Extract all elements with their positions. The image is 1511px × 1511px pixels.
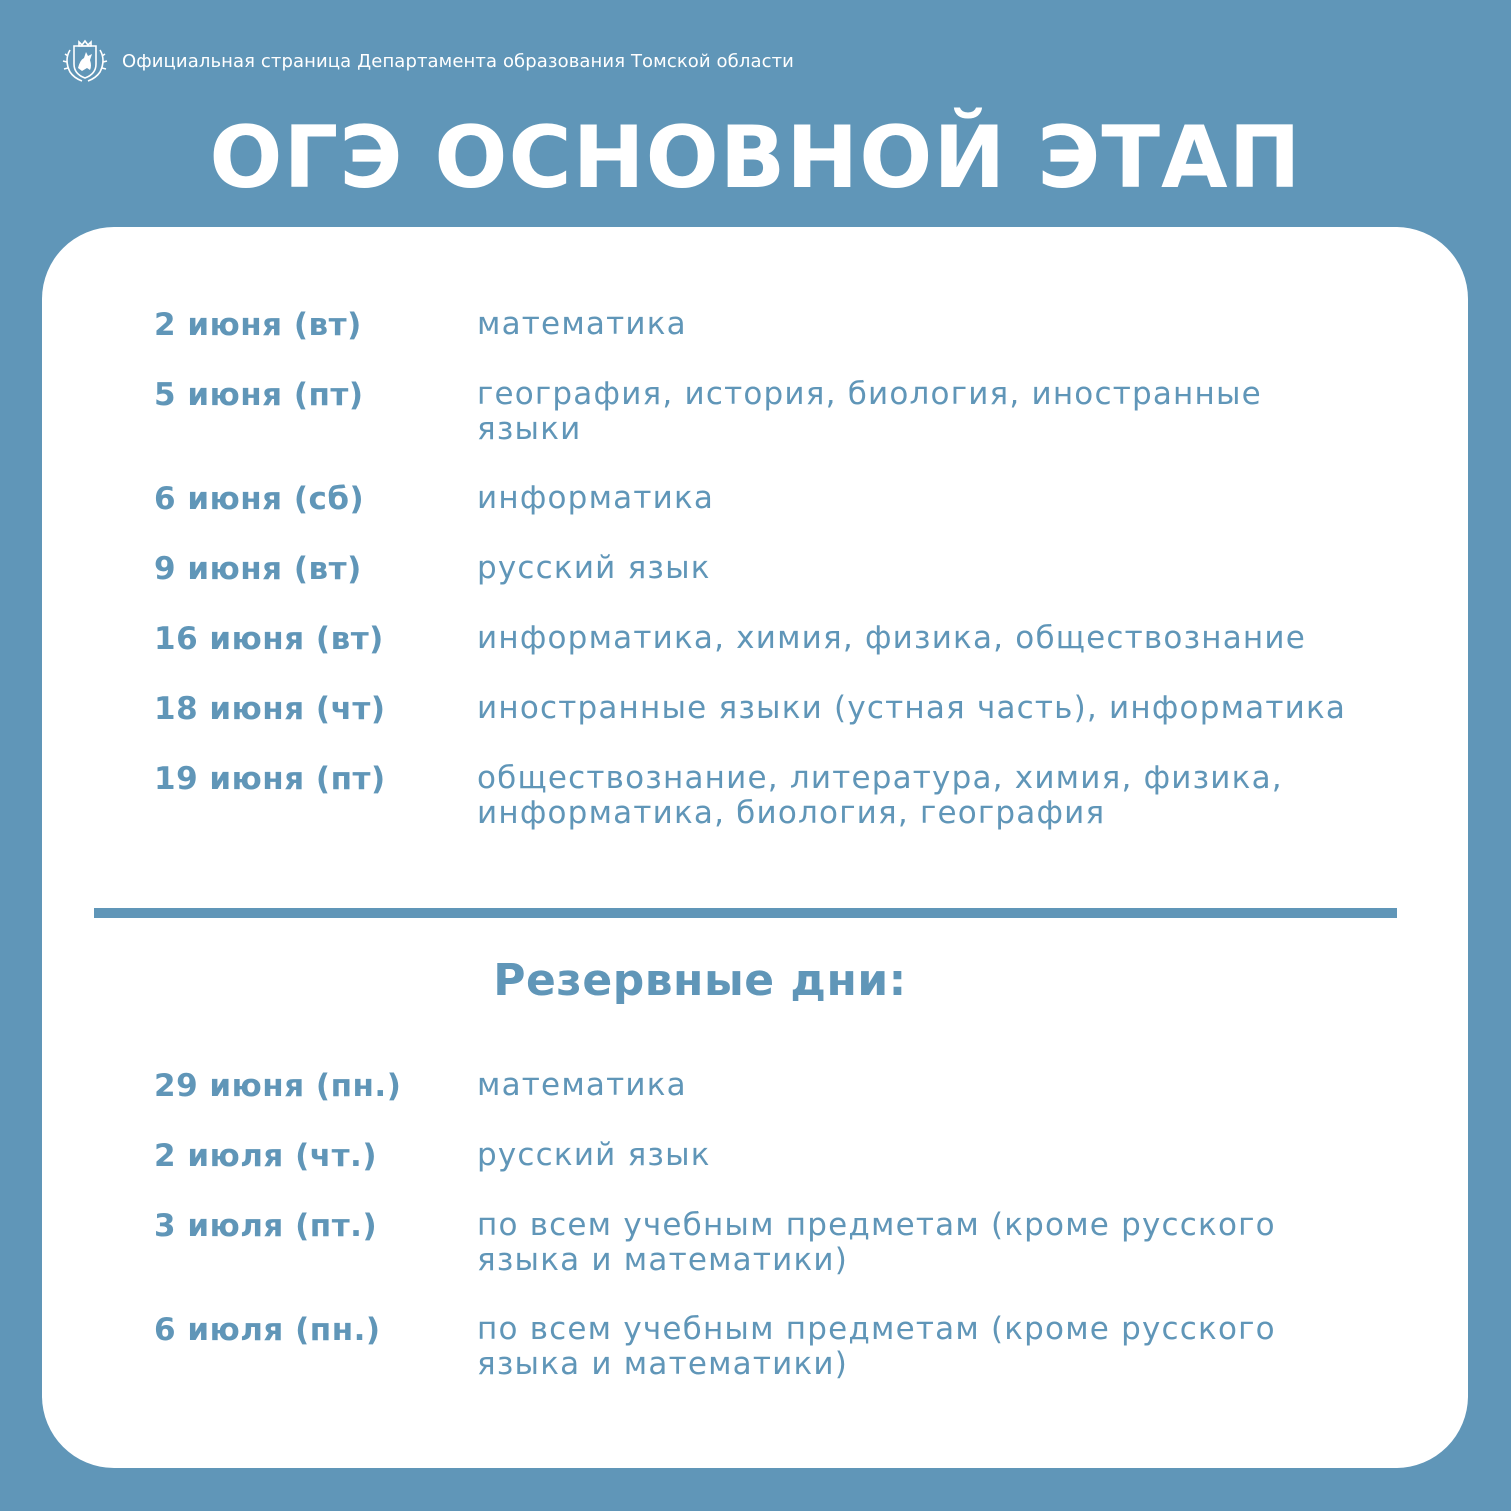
exam-subjects: информатика, химия, физика, обществознание [477,620,1307,656]
reserve-row [154,1208,1394,1278]
page-title: ОГЭ ОСНОВНОЙ ЭТАП [209,108,1302,208]
schedule-row [154,691,1394,727]
schedule-row [154,761,1394,831]
reserve-days-heading: Резервные дни: [493,955,907,1006]
exam-subjects: иностранные языки (устная часть), информатика [477,690,1347,726]
exam-date: 18 июня (чт) [154,691,386,727]
exam-date: 6 июня (сб) [154,481,365,517]
reserve-row [154,1068,1394,1104]
exam-subjects: география, история, биология, иностранные языки [477,376,1262,447]
schedule-row [154,551,1394,587]
schedule-row [154,307,1394,343]
reserve-row [154,1312,1394,1382]
exam-subjects: информатика [477,480,715,516]
reserve-subjects: по всем учебным предметам (кроме русского языка и математики) [477,1207,1276,1278]
exam-date: 5 июня (пт) [154,377,364,413]
reserve-date: 2 июля (чт.) [154,1138,377,1174]
exam-date: 19 июня (пт) [154,761,386,797]
exam-subjects: математика [477,306,687,342]
schedule-row [154,621,1394,657]
reserve-date: 6 июля (пн.) [154,1312,381,1348]
schedule-row [154,377,1394,447]
reserve-row [154,1138,1394,1174]
exam-date: 16 июня (вт) [154,621,384,657]
header [60,38,794,84]
reserve-subjects: по всем учебным предметам (кроме русского языка и математики) [477,1311,1276,1382]
tomsk-coat-of-arms-icon [60,38,110,84]
exam-date: 9 июня (вт) [154,551,362,587]
exam-subjects: русский язык [477,550,711,586]
reserve-date: 3 июля (пт.) [154,1208,378,1244]
exam-date: 2 июня (вт) [154,307,362,343]
section-divider [94,908,1397,918]
main-schedule [154,307,1394,865]
org-name: Официальная страница Департамента образования Томской области [122,50,794,72]
schedule-row [154,481,1394,517]
schedule-card [42,227,1468,1468]
reserve-date: 29 июня (пн.) [154,1068,402,1104]
reserve-subjects: русский язык [477,1137,711,1173]
reserve-schedule [154,1068,1394,1416]
reserve-subjects: математика [477,1067,687,1103]
exam-subjects: обществознание, литература, химия, физика, информатика, биология, география [477,760,1283,831]
